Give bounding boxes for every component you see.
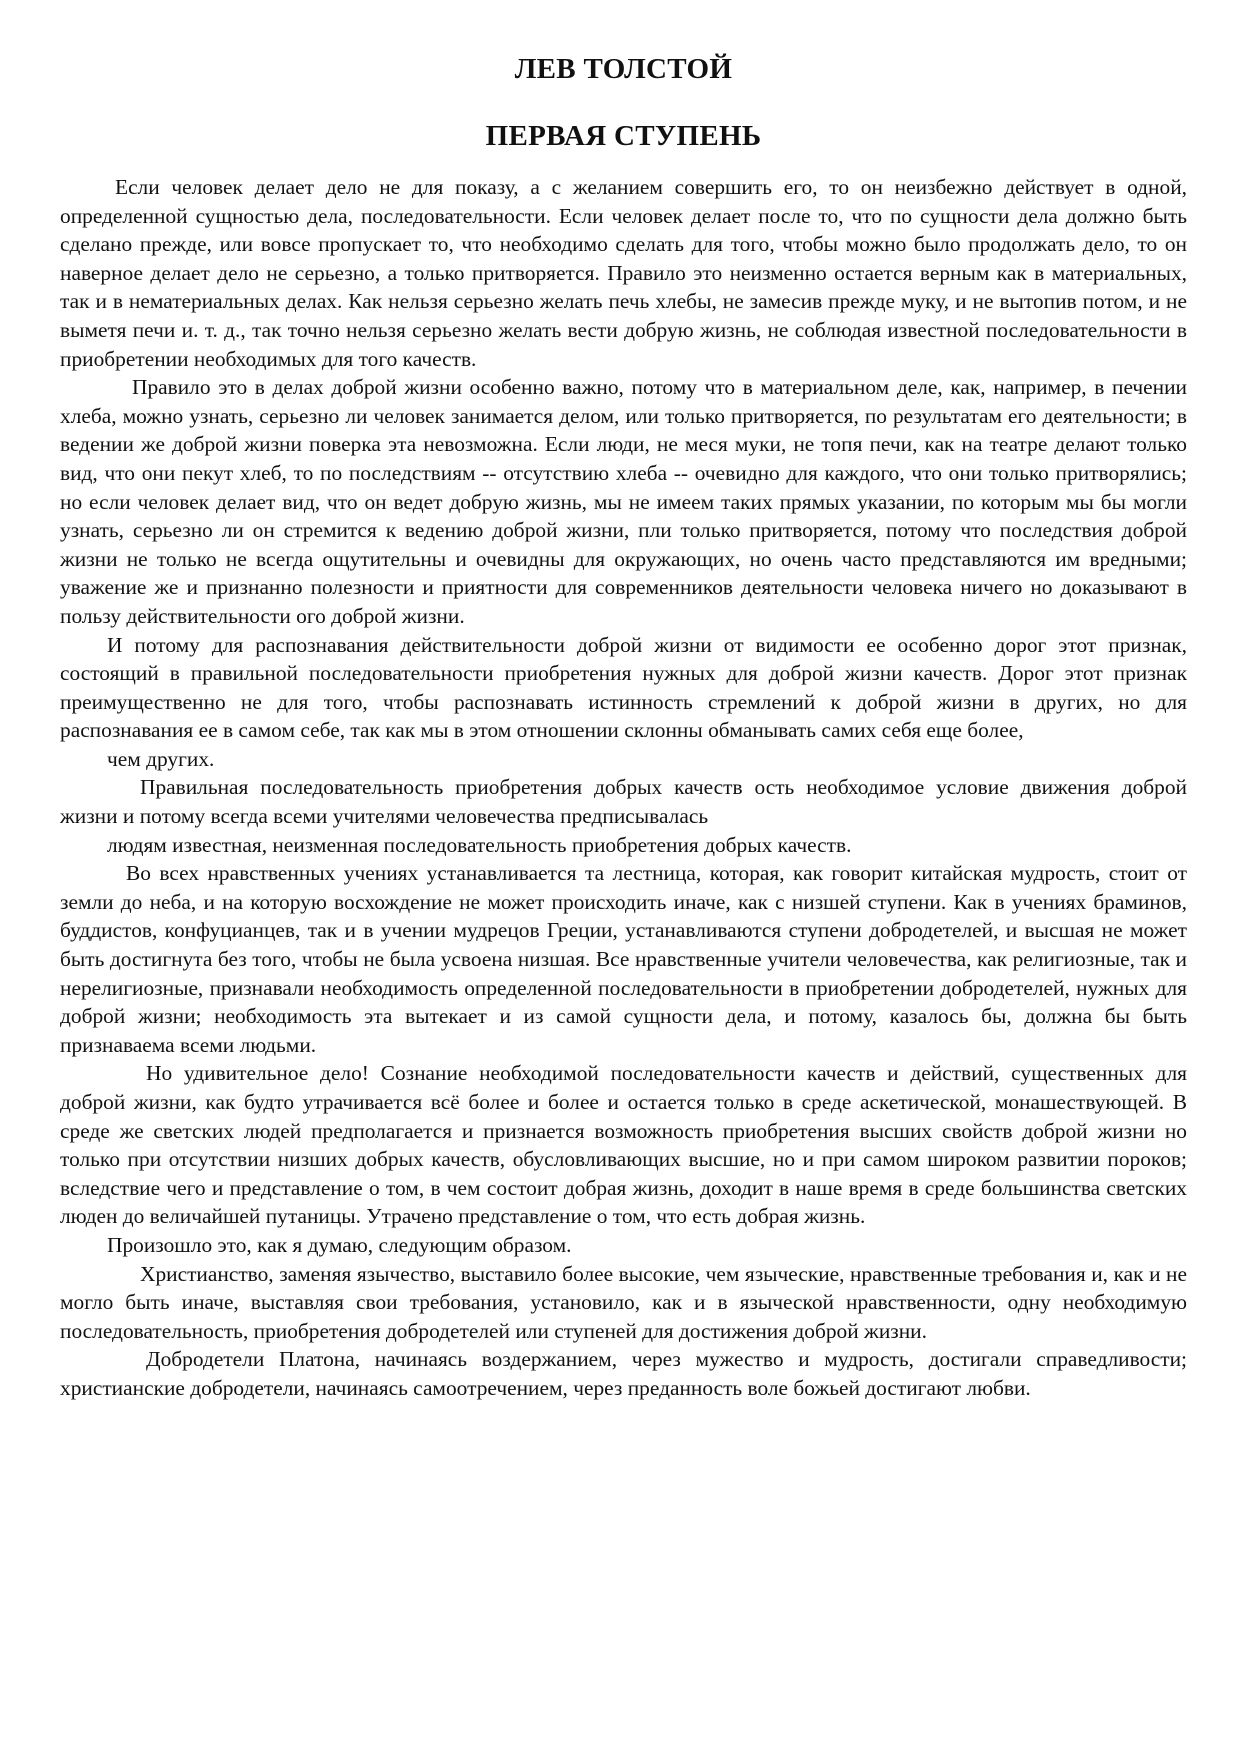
paragraph: Но удивительное дело! Сознание необходимой последовательности качеств и действий, существенных для доброй жизни, как будто утрачивается всё более и более и остается только в среде аскетической, монашествующей. В среде же светских людей предполагается и признается возможность приобретения высших свойств доброй жизни но только при отсутствии низших добрых качеств, обусловливающих высшие, но и при самом широком развитии пороков; вследствие чего и представление о том, в чем состоит добрая жизнь, доходит в наше время в среде большинства светских люден до величайшей путаницы. Утрачено представление о том, что есть добрая жизнь. <box>60 1061 1187 1229</box>
paragraph: И потому для распознавания действительности доброй жизни от видимости ее особенно дорог этот признак, состоящий в правильной последовательности приобретения нужных для доброй жизни качеств. Дорог этот признак преимущественно не для того, чтобы распознавать истинность стремлений к доброй жизни в других, но для распознавания ее в самом себе, так как мы в этом отношении склонны обманывать самих себя еще более, <box>60 632 1187 743</box>
document-page <box>60 52 1187 1403</box>
paragraph: Правило это в делах доброй жизни особенно важно, потому что в материальном деле, как, например, в печении хлеба, можно узнать, серьезно ли человек занимается делом, или только притворяется, по результатам его деятельности; в ведении же доброй жизни поверка эта невозможна. Если люди, не меся муки, не топя печи, как на театре делают только вид, что они пекут хлеб, то по последствиям -- отсутствию хлеба -- очевидно для каждого, что они только притворялись; но если человек делает вид, что он ведет добрую жизнь, мы не имеем таких прямых указании, по которым мы бы могли узнать, серьезно ли он стремится к ведению доброй жизни, пли только притворяется, потому что последствия доброй жизни не только не всегда ощутительны и очевидны для окружающих, но очень часто представляются им вредными; уважение же и признанно полезности и приятности для современников деятельности человека ничего но доказывают в пользу действительности ого доброй жизни. <box>60 375 1187 628</box>
paragraph: Добродетели Платона, начинаясь воздержанием, через мужество и мудрость, достигали справедливости; христианские добродетели, начинаясь самоотречением, через преданность воле божьей достигают любви. <box>60 1347 1187 1400</box>
author-heading: ЛЕВ ТОЛСТОЙ <box>514 53 733 85</box>
title-heading: ПЕРВАЯ СТУПЕНЬ <box>485 120 762 152</box>
paragraph-line: Произошло это, как я думаю, следующим образом. <box>107 1232 572 1257</box>
paragraph: Если человек делает дело не для показу, а с желанием совершить его, то он неизбежно действует в одной, определенной сущностью дела, последовательности. Если человек делает после то, что по сущности дела должно быть сделано прежде, или вовсе пропускает то, что необходимо сделать для того, чтобы можно было продолжать дело, то он наверное делает дело не серьезно, а только притворяется. Правило это неизменно остается верным как в материальных, так и в нематериальных делах. Как нельзя серьезно желать печь хлебы, не замесив прежде муку, и не вытопив потом, и не выметя печи и. т. д., так точно нельзя серьезно желать вести добрую жизнь, не соблюдая известной последовательности в приобретении необходимых для того качеств. <box>60 175 1187 371</box>
paragraph: Во всех нравственных учениях устанавливается та лестница, которая, как говорит китайская мудрость, стоит от земли до неба, и на которую восхождение не может происходить иначе, как с низшей ступени. Как в учениях браминов, буддистов, конфуцианцев, так и в учении мудрецов Греции, устанавливаются ступени добродетелей, и высшая не может быть достигнута без того, чтобы не была усвоена низшая. Все нравственные учители человечества, как религиозные, так и нерелигиозные, признавали необходимость определенной последовательности в приобретении добродетелей, нужных для доброй жизни; необходимость эта вытекает и из самой сущности дела, и потому, казалось бы, должна бы быть признаваема всеми людьми. <box>60 861 1187 1057</box>
paragraph: Правильная последовательность приобретения добрых качеств ость необходимое условие движения доброй жизни и потому всегда всеми учителями человечества предписывалась <box>60 775 1187 829</box>
paragraph-line: людям известная, неизменная последовательность приобретения добрых качеств. <box>107 832 852 857</box>
paragraph-line: чем других. <box>107 746 215 771</box>
paragraph: Христианство, заменяя язычество, выставило более высокие, чем языческие, нравственные требования и, как и не могло быть иначе, выставляя свои требования, установило, как и в языческой нравственности, одну необходимую последовательность, приобретения добродетелей или ступеней для достижения доброй жизни. <box>60 1261 1187 1343</box>
